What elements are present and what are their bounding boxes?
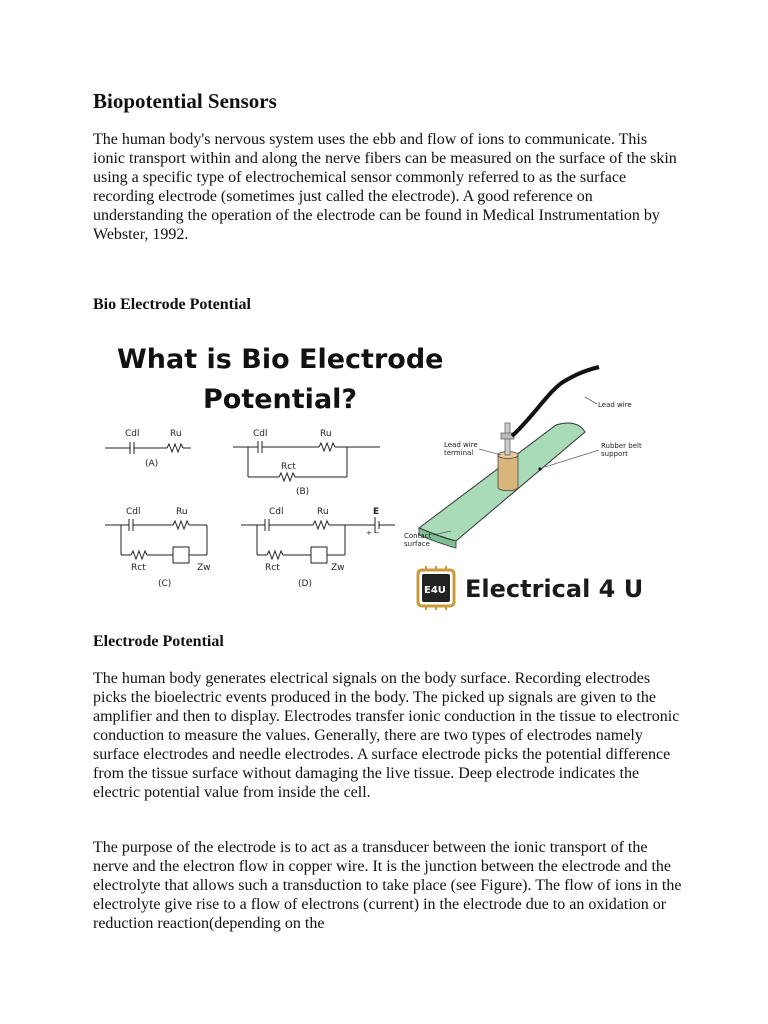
circuit-b-cdl-label: Cdl (253, 429, 268, 439)
electrode-drawing (419, 367, 599, 548)
circuit-d-zw-label: Zw (331, 563, 345, 573)
logo-badge-text: E4U (424, 585, 446, 596)
logo-brand-text: Electrical 4 U (465, 575, 644, 603)
circuit-c (105, 519, 207, 563)
contact-surface-label-2: surface (404, 540, 430, 548)
rubber-belt-label-1: Rubber belt (601, 442, 642, 450)
circuit-a (105, 442, 191, 454)
circuit-d-cdl-label: Cdl (269, 507, 284, 517)
page-title: Biopotential Sensors (93, 89, 277, 113)
circuit-d-rct-label: Rct (265, 563, 280, 573)
circuit-c-zw-label: Zw (197, 563, 211, 573)
circuit-d-ru-label: Ru (317, 507, 329, 517)
circuit-c-ru-label: Ru (176, 507, 188, 517)
circuit-d-plus-minus: + − (366, 529, 380, 537)
lead-wire-label: Lead wire (598, 401, 632, 409)
circuit-d-caption: (D) (298, 579, 312, 589)
electrode-cylinder (498, 455, 518, 491)
circuit-d-e-label: E (373, 507, 380, 517)
circuit-b-caption: (B) (296, 487, 310, 497)
electrode-potential-paragraph-1: The human body generates electrical signals on the body surface. Recording electrodes picks the bioelectric events produced in the body. The picked up signals are given to the amplifier and then to display. Electrodes transfer ionic conduction in the tissue to electronic conduction to measure the values. Generally, there are two types of electrodes namely surface electrodes and needle electrodes. A surface electrode picks the potential difference from the tissue surface without damaging the live tissue. Deep electrode indicates the electric potential value from inside the cell. (93, 670, 680, 801)
circuit-d (241, 517, 395, 563)
circuit-b-ru-label: Ru (320, 429, 332, 439)
circuit-a-cdl-label: Cdl (125, 429, 140, 439)
contact-surface-label-1: Contact (404, 532, 432, 540)
figure-title-line2: Potential? (203, 384, 358, 415)
section-heading-bio-electrode-potential: Bio Electrode Potential (93, 296, 251, 313)
rubber-belt-label-2: support (601, 450, 628, 458)
circuit-c-caption: (C) (158, 579, 172, 589)
circuit-a-caption: (A) (145, 459, 159, 469)
circuit-b-rct-label: Rct (281, 462, 296, 472)
section-heading-electrode-potential: Electrode Potential (93, 633, 224, 650)
circuit-c-rct-label: Rct (131, 563, 146, 573)
lead-wire-terminal-label-1: Lead wire (444, 441, 478, 449)
electrical4u-logo (418, 566, 643, 610)
electrode-potential-paragraph-2: The purpose of the electrode is to act as a transducer between the ionic transport of the nerve and the electron flow in copper wire. It is the junction between the electrode and the electrolyte that allows such a transduction to take place (see Figure). The flow of ions in the electrolyte give rise to a flow of electrons (current) in the electrode due to an oxidation or reduction reaction(depending on the (93, 839, 682, 932)
circuit-c-cdl-label: Cdl (126, 507, 141, 517)
circuit-a-ru-label: Ru (170, 429, 182, 439)
bio-electrode-figure (93, 337, 670, 614)
lead-wire-terminal-label-2: terminal (444, 449, 474, 457)
figure-title-line1: What is Bio Electrode (117, 344, 444, 375)
intro-paragraph: The human body's nervous system uses the ebb and flow of ions to communicate. This ionic transport within and along the nerve fibers can be measured on the surface of the skin using a specific type of electrochemical sensor commonly referred to as the surface recording electrode (sometimes just called the electrode). A good reference on understanding the operation of the electrode can be found in Medical Instrumentation by Webster, 1992. (93, 131, 677, 243)
circuit-b (233, 441, 380, 481)
